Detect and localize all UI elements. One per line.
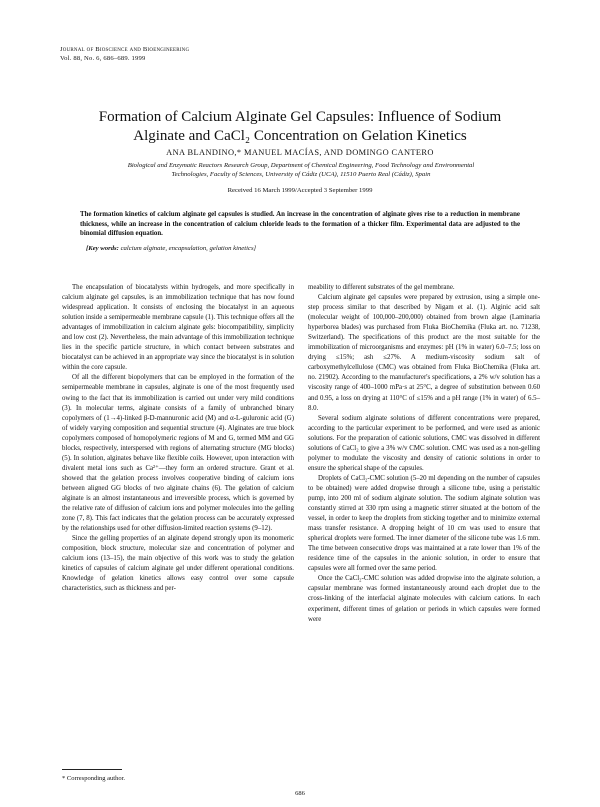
paper-title: [40, 108, 560, 146]
body-paragraph: Since the gelling properties of an alginate depend strongly upon its monomeric composition, block structure, molecular size and concentration of polymer and calcium ions (13–15), the main objective of this work was to study the gelation kinetics of capsules of calcium alginate gel under different operational conditions. Knowledge of gelation kinetics allows easy control over some capsule characteristics, such as thickness and per-: [62, 535, 294, 593]
footnote: * Corresponding author.: [62, 775, 126, 782]
abstract: The formation kinetics of calcium alginate gel capsules is studied. An increase in the concentration of alginate gives rise to a reduction in membrane thickness, while an increase in the concentration of calcium chloride leads to the formation of a thicker film. Experimental data are adjusted to the binomial diffusion equation.: [80, 211, 520, 238]
received-dates: Received 16 March 1999/Accepted 3 September 1999: [227, 187, 373, 194]
body-paragraph: Calcium alginate gel capsules were prepared by extrusion, using a simple one-step process similar to that described by Nigam et al. (1). Alginic acid salt (molecular weight of 100,000–200,000) obtained from brown algae (Laminaria hyperborea blades) was purchased from Fluka BioChemika (Fluka art. no. 71238, Switzerland). The specifications of this product are the most suitable for the immobilization of microorganisms and enzymes: pH (1% in water) 6.0–7.5; loss on drying ≤15%; ash ≤27%. A medium-viscosity sodium salt of carboxymethylcellulose (CMC) was obtained from Fluka BioChemika (Fluka art. no. 21902). According to the manufacturer's specifications, a 2% w/v solution has a viscosity range of 400–1000 mPa·s at 25°C, a degree of substitution between 0.60 and 0.95, a loss on drying at 110°C of ≤15% and a pH range (1% in water) of 6.5–8.0.: [308, 294, 540, 412]
body-paragraph: Of all the different biopolymers that can be employed in the formation of the semipermeable membrane in capsules, alginate is one of the most frequently used owing to the fact that its immobilization is carried out under very mild conditions (3). In molecular terms, alginate consists of a family of unbranched binary copolymers of (1→4)-linked β-D-mannuronic acid (M) and α-L-guluronic acid (G) of widely varying composition and sequential structure (4). Alginates are true block copolymers composed of homopolymeric regions of M and G, termed MM and GG blocks, respectively, interspersed with regions of alternating structure (MG blocks) (5). In solution, alginates behave like flexible coils. However, upon interaction with divalent metal ions such as Ca²⁺—they form an ordered structure. Grant et al. showed that the gelation process involves cooperative binding of calcium ions between aligned GG blocks of two alginate chains (6). The gelation of calcium alginate is an almost instantaneous and irreversible process, which is governed by the relative rate of diffusion of calcium ions and polymer molecules into the gelling zone (7, 8). This fact indicates that the gelation process can be accurately expressed by the relationships used for other diffusion-limited reaction systems (9–12).: [62, 374, 294, 533]
body-paragraph: meability to different substrates of the gel membrane.: [308, 284, 455, 291]
body-paragraph: The encapsulation of biocatalysts within hydrogels, and more specifically in calcium alginate gel capsules, is an immobilization technique that has now found widespread application. It consists of enclosing the biocatalyst in an aqueous solution inside a semipermeable membrane capsule (1). This technique offers all the advantages of immobilization in calcium alginate gels: biocompatibility, simplicity and low cost (2). Nevertheless, the main advantage of this immobilization technique lies in the specific particle structure, in which contact between substrates and biocatalyst can be achieved in an appropriate way since the biocatalyst is in solution within the core capsule.: [62, 284, 294, 372]
keywords-list: calcium alginate, encapsulation, gelation kinetics]: [120, 245, 257, 252]
affiliation: [62, 161, 540, 179]
left-column: [62, 283, 294, 594]
body-paragraph: Several sodium alginate solutions of different concentrations were prepared, according to the particular experiment to be performed, and were used as anionic solutions. For the preparation of cationic solutions, CMC was dissolved in different solutions of CaCl₂ to give a 3% w/v CMC solution. CMC was used as a non-gelling polymer to modulate the viscosity and density of cationic solutions in order to ensure the spherical shape of the capsules.: [308, 414, 540, 472]
right-column: [308, 283, 540, 625]
authors: ANA BLANDINO,* MANUEL MACÍAS, AND DOMINGO CANTERO: [166, 148, 434, 157]
affiliation-line-1: Biological and Enzymatic Reactors Research Group, Department of Chemical Engineering, Food Technology and Environmental: [127, 162, 475, 169]
title-line-2: Alginate and CaCl₂ Concentration on Gelation Kinetics: [133, 128, 467, 144]
journal-name: Journal of Bioscience and Bioengineering: [60, 46, 190, 53]
page-number: 686: [295, 790, 305, 797]
title-line-1: Formation of Calcium Alginate Gel Capsules: Influence of Sodium: [98, 109, 502, 125]
journal-volume: Vol. 88, No. 6, 686–689. 1999: [60, 55, 146, 62]
body-paragraph: Once the CaCl₂-CMC solution was added dropwise into the alginate solution, a capsular membrane was formed instantaneously around each droplet due to the cross-linking of the interfacial alginate molecules with calcium cations. In each experiment, different times of gelation or periods in which capsules were formed were: [308, 575, 540, 623]
journal-header: [60, 45, 189, 63]
keywords-label: [Key words:: [86, 245, 119, 252]
affiliation-line-2: Technologies, Faculty of Sciences, University of Cádiz (UCA), 11510 Puerto Real (Cádiz), Spain: [171, 171, 431, 178]
footnote-rule: [62, 769, 122, 770]
keywords: [86, 245, 256, 252]
body-paragraph: Droplets of CaCl₂-CMC solution (5–20 ml depending on the number of capsules to be obtained) were added dropwise through a silicone tube, using a peristaltic pump, into 200 ml of sodium alginate solution. The sodium alginate solution was constantly stirred at 330 rpm using a magnetic stirrer situated at the bottom of the vessel, in order to keep the droplets from sticking together and to minimize external mass transfer resistance. A dropping height of 10 cm was used to ensure that spherical droplets were formed. The inner diameter of the silicone tube was 1.6 mm. The time between consecutive drops was maintained at a rate lower than 1% of the residence time of the capsules in the anionic solution, in order to ensure that capsules were all formed over the same period.: [308, 474, 540, 573]
